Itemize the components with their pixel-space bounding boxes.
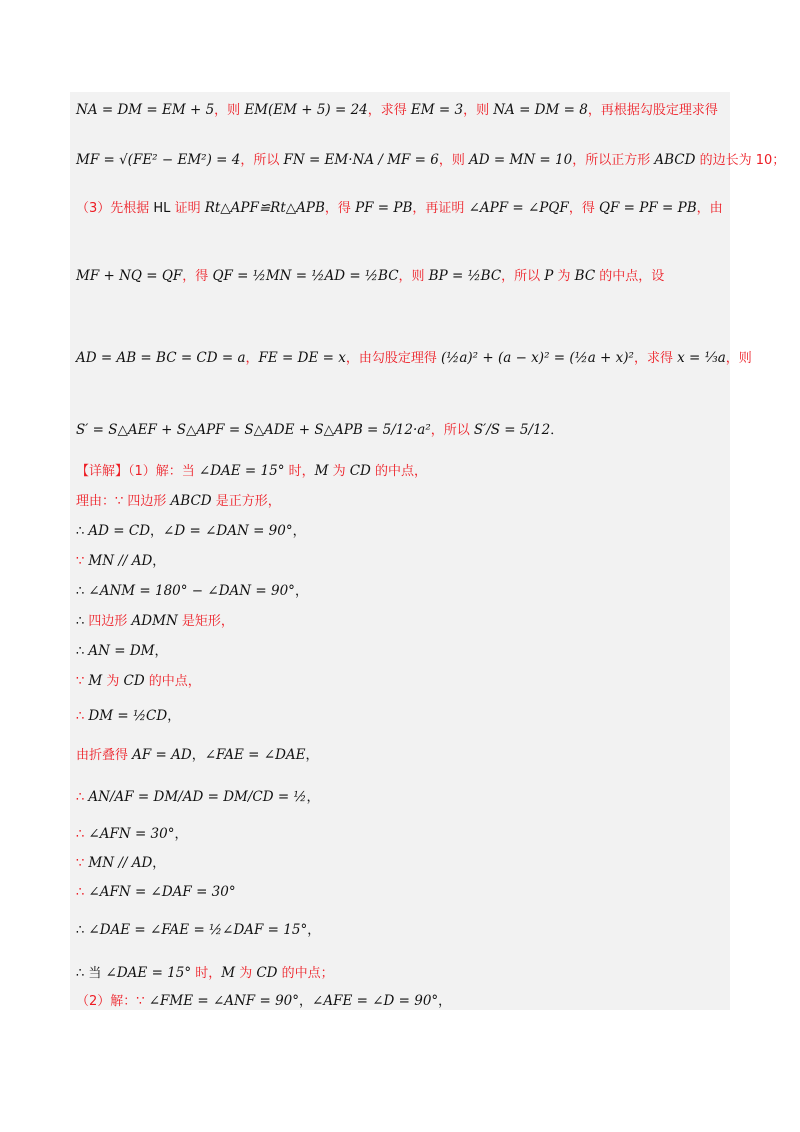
math-expression: AN = DM [88,643,155,659]
text-segment: ∴ [76,644,89,659]
solution-line [76,824,187,845]
math-expression: M [314,463,329,479]
solution-line [76,706,180,727]
solution-line [76,671,201,692]
text-segment: 理由：∵ 四边形 [76,494,171,509]
text-segment: ，则 [214,103,245,118]
text-segment: ∴ [76,923,89,938]
math-expression: MF = √(FE² − EM²) = 4 [76,152,241,168]
math-expression: CD [123,673,145,689]
text-segment: ，得 [568,201,599,216]
text-segment: ，得 [324,201,356,216]
text-segment: ， [154,644,168,659]
text-segment: ，求得 [367,103,411,118]
text-segment: ∴ [76,827,89,842]
text-segment: ，得 [182,269,213,284]
text-segment: ∴ [76,614,89,629]
math-expression: S′ = S△AEF + S△APF = S△ADE + S△APB = 5/12·a² [76,422,431,438]
text-segment: ，则 [463,103,494,118]
math-expression: x = ⅓a [677,350,726,366]
text-segment: 时， [284,464,315,479]
text-segment: ，再根据勾股定理求得 [587,103,718,118]
text-segment: ，所以 [240,153,284,168]
text-segment: ∵ [76,554,89,569]
math-expression: AD = AB = BC = CD = a [76,350,246,366]
math-expression: BP = ½BC [428,268,502,284]
text-segment: 的中点，设 [595,269,665,284]
math-expression: S′/S = 5/12 [473,422,551,438]
solution-line [76,150,785,171]
math-expression: ∠ANM = 180° − ∠DAN = 90° [88,583,295,599]
math-expression: ∠APF = ∠PQF [468,200,569,216]
math-expression: MN // AD [88,553,153,569]
text-segment: ，再证明 [412,201,469,216]
math-expression: M [221,965,236,981]
text-segment: （3）先根据 [76,201,154,216]
text-segment: 的中点； [277,966,334,981]
solution-line [76,882,236,903]
text-segment: （2）解：∵ [76,994,149,1009]
math-expression: P [544,268,554,284]
math-expression: FE = DE = x [258,350,346,366]
text-segment: ， [191,748,205,763]
text-segment: ，则 [398,269,429,284]
solution-line [76,551,165,572]
text-segment: ， [150,524,164,539]
math-expression: ∠DAE = 15° [198,463,285,479]
text-segment: ，求得 [633,351,678,366]
math-expression: AF = AD [132,747,192,763]
text-segment: 的边长为 10； [695,153,786,168]
text-segment: ，所以 [430,423,474,438]
solution-line [76,100,718,121]
text-segment: 为 [328,464,350,479]
math-expression: ADMN [131,613,178,629]
text-segment: ∴ [76,709,89,724]
math-expression: EM(EM + 5) = 24 [244,102,368,118]
text-segment: ， [306,790,320,805]
text-segment: ，则 [438,153,470,168]
text-segment: ∴ 当 [76,966,106,981]
solution-line [76,853,165,874]
text-segment: 时， [191,966,222,981]
solution-line [76,963,334,984]
math-expression: AN/AF = DM/AD = DM/CD = ½ [88,789,307,805]
text-segment: ， [152,856,166,871]
math-expression: QF = ½MN = ½AD = ½BC [212,268,399,284]
solution-line [76,787,320,808]
solution-line [76,266,664,287]
text-segment: ∵ [76,856,89,871]
math-expression: ∠AFE = ∠D = 90° [312,993,439,1009]
text-segment: 的中点， [144,674,201,689]
math-expression: DM = ½CD [88,708,168,724]
math-expression: MN // AD [88,855,153,871]
math-expression: ∠AFN = ∠DAF = 30° [88,884,236,900]
math-expression: ∠FAE = ∠DAE [204,747,306,763]
math-expression: EM = 3 [410,102,464,118]
text-segment: ， [174,827,188,842]
text-segment: ， [438,994,452,1009]
math-expression: CD [349,463,371,479]
text-segment: ，则 [725,351,752,366]
text-segment: ∴ [76,524,89,539]
solution-line [76,991,451,1012]
text-segment: ，由勾股定理得 [345,351,441,366]
solution-line [76,461,427,482]
math-expression: NA = DM = 8 [493,102,588,118]
text-segment: ，由 [696,201,723,216]
text-segment: ， [307,923,321,938]
text-segment: 为 [102,674,124,689]
text-segment: ∴ [76,885,89,900]
text-segment: ，所以正方形 [572,153,655,168]
math-expression: M [88,673,103,689]
math-expression: BC [574,268,596,284]
text-segment: 【详解】（1）解：当 [76,464,199,479]
text-segment: ∵ [76,674,89,689]
math-expression: ∠AFN = 30° [88,826,175,842]
text-segment: ∴ [76,790,89,805]
math-expression: ∠D = ∠DAN = 90° [163,523,293,539]
math-expression: AD = CD [88,523,151,539]
text-segment: 的中点， [370,464,427,479]
text-segment: HL [153,201,171,216]
solution-line [76,198,723,219]
text-segment: 为 [553,269,575,284]
solution-line [76,641,168,662]
text-segment: 是正方形， [211,494,281,509]
math-expression: (½a)² + (a − x)² = (½a + x)² [441,350,634,366]
solution-line [76,348,752,369]
math-expression: MF + NQ = QF [76,268,183,284]
text-segment: 为 [235,966,257,981]
text-segment: 证明 [170,201,205,216]
math-expression: ABCD [654,152,696,168]
math-expression: Rt△APF≌Rt△APB [204,200,325,216]
math-expression: ∠DAE = ∠FAE = ½∠DAF = 15° [88,922,308,938]
text-segment: 由折叠得 [76,748,133,763]
solution-panel [70,92,730,1010]
solution-line [76,611,234,632]
text-segment: ． [550,423,564,438]
solution-line [76,420,563,441]
text-segment: ， [294,584,308,599]
text-segment: ， [167,709,181,724]
text-segment: ， [305,748,319,763]
solution-line [76,745,319,766]
text-segment: ，所以 [501,269,545,284]
text-segment: ， [292,524,306,539]
solution-line [76,581,308,602]
text-segment: ∴ [76,584,89,599]
math-expression: ABCD [170,493,212,509]
math-expression: CD [256,965,278,981]
math-expression: PF = PB [355,200,413,216]
math-expression: AD = MN = 10 [469,152,573,168]
text-segment: ， [152,554,166,569]
text-segment: 四边形 [88,614,132,629]
text-segment: ， [245,351,259,366]
math-expression: ∠FME = ∠ANF = 90° [148,993,300,1009]
text-segment: 是矩形， [177,614,234,629]
text-segment: ， [299,994,313,1009]
solution-line [76,920,320,941]
solution-line [76,521,306,542]
math-expression: NA = DM = EM + 5 [76,102,215,118]
math-expression: FN = EM·NA / MF = 6 [283,152,439,168]
math-expression: QF = PF = PB [598,200,697,216]
math-expression: ∠DAE = 15° [105,965,192,981]
solution-line [76,491,281,512]
